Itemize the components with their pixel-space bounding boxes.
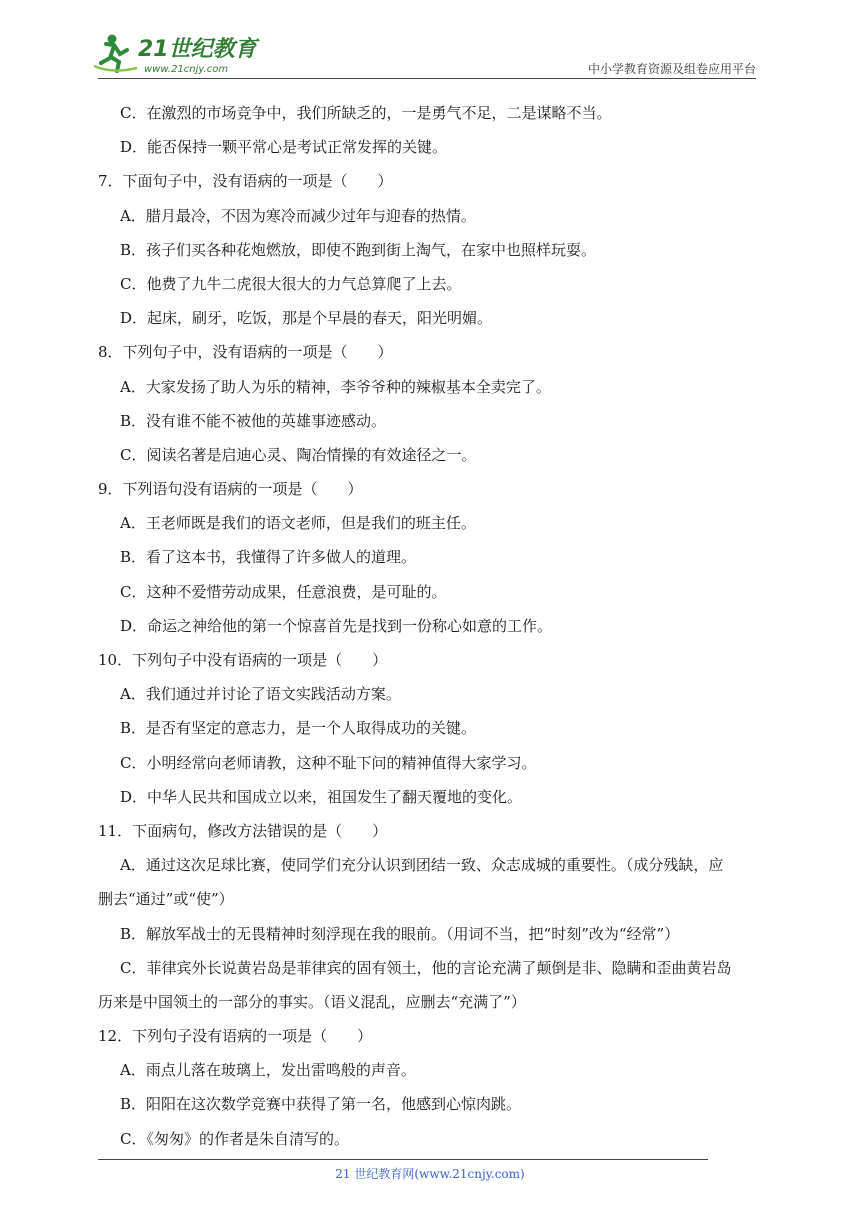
answer-option: C．阅读名著是启迪心灵、陶冶情操的有效途径之一。	[120, 445, 477, 464]
answer-option: D．能否保持一颗平常心是考试正常发挥的关键。	[120, 138, 448, 157]
answer-option: C．他费了九牛二虎很大很大的力气总算爬了上去。	[120, 274, 462, 293]
footer-text: 21 世纪教育网(www.21cnjy.com)	[335, 1167, 525, 1181]
answer-option: B．看了这本书，我懂得了许多做人的道理。	[120, 548, 417, 567]
answer-option: A．雨点儿落在玻璃上，发出雷鸣般的声音。	[120, 1061, 416, 1080]
answer-option: A．王老师既是我们的语文老师，但是我们的班主任。	[120, 514, 476, 533]
answer-option: A．大家发扬了助人为乐的精神，李爷爷种的辣椒基本全卖完了。	[120, 377, 551, 396]
answer-option: C．在激烈的市场竞争中，我们所缺乏的，一是勇气不足，二是谋略不当。	[120, 104, 612, 122]
question-stem: 10．下列句子中没有语病的一项是（ ）	[98, 651, 388, 669]
answer-option: A．我们通过并讨论了语文实践活动方案。	[120, 685, 401, 704]
question-content	[98, 102, 766, 1162]
footer-divider	[98, 1159, 708, 1160]
option-continuation: 删去“通过”或“使”）	[98, 890, 234, 909]
svg-text:www.21cnjy.com: www.21cnjy.com	[144, 64, 229, 75]
answer-option: C．小明经常向老师请教，这种不耻下问的精神值得大家学习。	[120, 753, 537, 772]
answer-option: C．这种不爱惜劳动成果，任意浪费，是可耻的。	[120, 582, 447, 601]
answer-option: B．孩子们买各种花炮燃放，即使不跑到街上淘气，在家中也照样玩耍。	[120, 240, 597, 259]
question-stem: 12．下列句子没有语病的一项是（ ）	[98, 1027, 373, 1046]
page-header	[0, 0, 860, 82]
answer-option: D．中华人民共和国成立以来，祖国发生了翻天覆地的变化。	[120, 787, 523, 806]
question-stem: 9．下列语句没有语病的一项是（ ）	[98, 480, 363, 499]
header-divider	[98, 78, 756, 79]
answer-option: A．腊月最冷，不因为寒冷而减少过年与迎春的热情。	[120, 206, 476, 225]
answer-option: C．《匆匆》的作者是朱自清写的。	[120, 1129, 349, 1148]
running-figure-logo-icon	[92, 30, 267, 78]
answer-option: D．起床，刷牙，吃饭，那是个早晨的春天，阳光明媚。	[120, 309, 493, 328]
question-stem: 11．下面病句，修改方法错误的是（ ）	[98, 821, 388, 840]
answer-option: B．阳阳在这次数学竞赛中获得了第一名，他感到心惊肉跳。	[120, 1095, 522, 1114]
question-stem: 8．下列句子中，没有语病的一项是（ ）	[98, 343, 393, 362]
answer-option: A．通过这次足球比赛，使同学们充分认识到团结一致、众志成城的重要性。（成分残缺，应	[120, 856, 724, 875]
answer-option: B．解放军战士的无畏精神时刻浮现在我的眼前。（用词不当，把“时刻”改为“经常”）	[120, 924, 680, 943]
answer-option: B．是否有坚定的意志力，是一个人取得成功的关键。	[120, 719, 477, 738]
site-logo	[92, 30, 267, 78]
answer-option: C．菲律宾外长说黄岩岛是菲律宾的固有领土，他的言论充满了颠倒是非、隐瞒和歪曲黄岩岛	[120, 958, 732, 977]
answer-option: B．没有谁不能不被他的英雄事迹感动。	[120, 411, 387, 430]
question-stem: 7．下面句子中，没有语病的一项是（ ）	[98, 172, 393, 191]
svg-text:21世纪教育: 21世纪教育	[138, 37, 257, 62]
answer-option: D．命运之神给他的第一个惊喜首先是找到一份称心如意的工作。	[120, 616, 553, 635]
platform-name: 中小学教育资源及组卷应用平台	[587, 62, 756, 76]
option-continuation: 历来是中国领土的一部分的事实。（语义混乱，应删去“充满了”）	[98, 992, 526, 1011]
